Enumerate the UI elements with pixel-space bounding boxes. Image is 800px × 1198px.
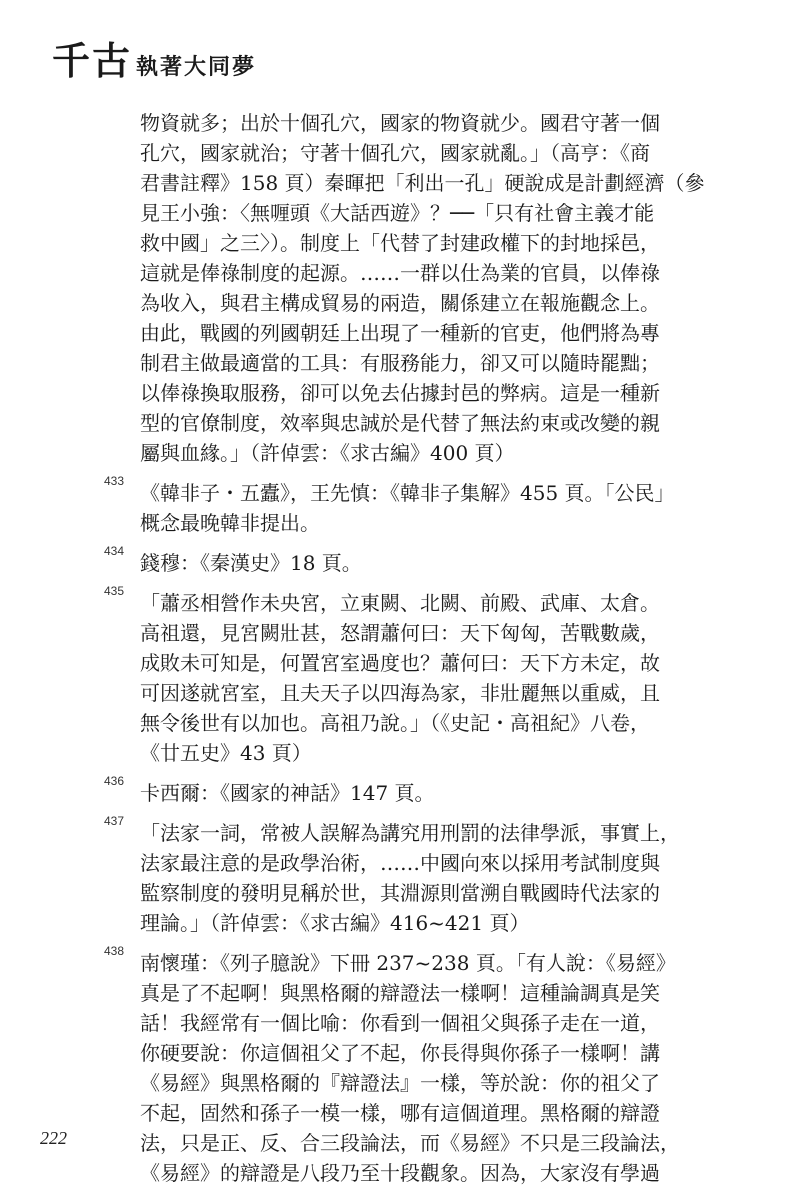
text-line: 錢穆：《秦漢史》18 頁。 — [140, 551, 362, 575]
text-line: 這就是俸祿制度的起源。……一群以仕為業的官員，以俸祿 — [140, 261, 660, 285]
text-line: 理論。」（許倬雲：《求古編》416~421 頁） — [140, 911, 530, 935]
endnote-number: 435 — [104, 584, 125, 598]
endnote-436 — [100, 774, 690, 808]
endnote-433 — [100, 474, 690, 538]
continued-note-text — [100, 108, 705, 468]
text-line: 孔穴，國家就治；守著十個孔穴，國家就亂。」（高亨：《商 — [140, 141, 650, 165]
text-line: 見王小強：〈無喱頭《大話西遊》？──「只有社會主義才能 — [140, 201, 655, 225]
text-line: 由此，戰國的列國朝廷上出現了一種新的官吏，他們將為專 — [140, 321, 660, 345]
running-header — [52, 30, 257, 83]
text-line: 「法家一詞，常被人誤解為講究用刑罰的法律學派，事實上， — [140, 821, 680, 845]
endnote-number: 434 — [104, 544, 125, 558]
text-line: 真是了不起啊！與黑格爾的辯證法一樣啊！這種論調真是笑 — [140, 981, 660, 1005]
text-line: 法家最注意的是政學治術，……中國向來以採用考試制度與 — [140, 851, 660, 875]
endnote-435 — [100, 584, 690, 768]
text-line: 「蕭丞相營作未央宮，立東闕、北闕、前殿、武庫、太倉。 — [140, 591, 660, 615]
endnote-437 — [100, 814, 690, 938]
endnote-434 — [100, 544, 690, 578]
text-line: 君書註釋》158 頁）秦暉把「利出一孔」硬說成是計劃經濟（參 — [140, 171, 705, 195]
text-line: 你硬要說：你這個祖父了不起，你長得與你孫子一樣啊！講 — [140, 1041, 660, 1065]
text-line: 制君主做最適當的工具：有服務能力，卻又可以隨時罷黜； — [140, 351, 660, 375]
text-line: 成敗未可知是，何置宮室過度也？蕭何曰：天下方未定，故 — [140, 651, 660, 675]
endnote-number: 438 — [104, 944, 125, 958]
text-line: 概念最晚韓非提出。 — [140, 511, 320, 535]
endnote-number: 437 — [104, 814, 125, 828]
text-line: 法，只是正、反、合三段論法，而《易經》不只是三段論法， — [140, 1131, 680, 1155]
page-number: 222 — [40, 1128, 67, 1148]
endnote-438 — [100, 944, 690, 1188]
text-line: 《韓非子・五蠹》，王先慎：《韓非子集解》455 頁。「公民」 — [140, 481, 675, 505]
endnote-number: 433 — [104, 474, 125, 488]
text-line: 為收入，與君主構成貿易的兩造，關係建立在報施觀念上。 — [140, 291, 660, 315]
text-line: 話！我經常有一個比喻：你看到一個祖父與孫子走在一道， — [140, 1011, 660, 1035]
text-line: 《廿五史》43 頁） — [140, 741, 312, 765]
text-line: 型的官僚制度，效率與忠誠於是代替了無法約束或改變的親 — [140, 411, 660, 435]
text-line: 高祖還，見宮闕壯甚，怒謂蕭何曰：天下匈匈，苦戰數歲， — [140, 621, 660, 645]
header-title-large: 千古 — [52, 38, 133, 83]
text-line: 卡西爾：《國家的神話》147 頁。 — [140, 781, 435, 805]
text-line: 無令後世有以加也。高祖乃說。」（《史記・高祖紀》八卷， — [140, 711, 650, 735]
endnote-number: 436 — [104, 774, 125, 788]
text-line: 救中國」之三〉）。制度上「代替了封建政權下的封地採邑， — [140, 231, 660, 255]
text-line: 不起，固然和孫子一模一樣，哪有這個道理。黑格爾的辯證 — [140, 1101, 660, 1125]
text-line: 《易經》與黑格爾的『辯證法』一樣，等於說：你的祖父了 — [140, 1071, 660, 1095]
text-line: 南懷瑾：《列子臆說》下冊 237~238 頁。「有人說：《易經》 — [140, 951, 676, 975]
text-line: 可因遂就宮室，且夫天子以四海為家，非壯麗無以重威，且 — [140, 681, 660, 705]
page-body — [100, 108, 705, 1198]
text-line: 《易經》的辯證是八段乃至十段觀象。因為，大家沒有學過 — [140, 1161, 660, 1185]
text-line: 物資就多；出於十個孔穴，國家的物資就少。國君守著一個 — [140, 111, 660, 135]
text-line: 監察制度的發明見稱於世，其淵源則當溯自戰國時代法家的 — [140, 881, 660, 905]
text-line: 以俸祿換取服務，卻可以免去佔據封邑的弊病。這是一種新 — [140, 381, 660, 405]
text-line: 屬與血緣。」（許倬雲：《求古編》400 頁） — [140, 441, 515, 465]
header-title-small: 執著大同夢 — [136, 54, 257, 80]
